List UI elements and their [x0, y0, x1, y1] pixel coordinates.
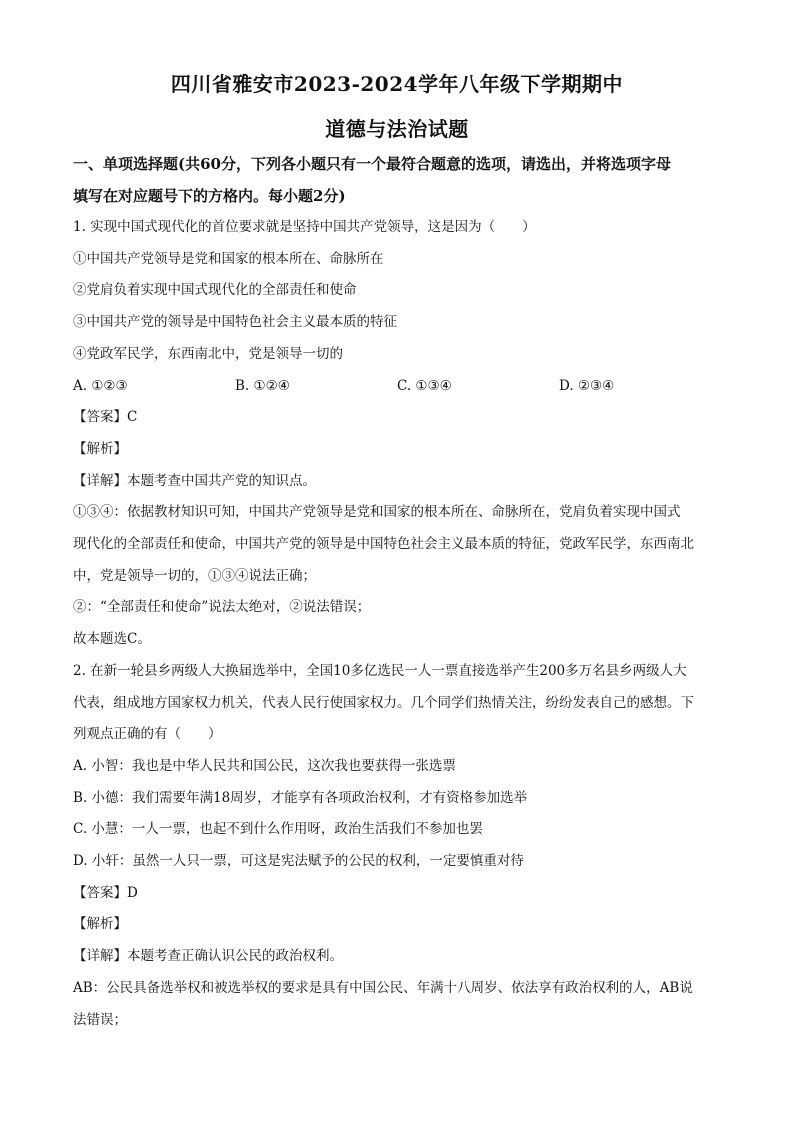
- q2-answer: 【答案】D: [73, 884, 138, 901]
- q2-stem-line-2: 代表，组成地方国家权力机关，代表人民行使国家权力。几个同学们热情关注，纷纷发表自己的感想。下: [73, 694, 694, 711]
- document-body: [73, 148, 723, 1036]
- q2-analysis-label: 【解析】: [73, 916, 127, 933]
- q2-option-b: B. 小德：我们需要年满18周岁，才能享有各项政治权利，才有资格参加选举: [73, 789, 528, 806]
- q1-statement-1: ①中国共产党领导是党和国家的根本所在、命脉所在: [73, 250, 384, 267]
- q1-detail-line-4: ②：“全部责任和使命”说法太绝对，②说法错误；: [73, 599, 371, 616]
- q2-option-d: D. 小轩：虽然一人只一票，可这是宪法赋予的公民的权利，一定要慎重对待: [73, 853, 524, 870]
- q2-option-c: C. 小慧：一人一票，也起不到什么作用呀，政治生活我们不参加也罢: [73, 821, 483, 838]
- q1-detail-line-3: 中，党是领导一切的，①③④说法正确；: [73, 567, 316, 584]
- q2-detail-line-2: 法错误；: [73, 1011, 127, 1028]
- q1-option-a: A. ①②③: [73, 377, 128, 394]
- q1-statement-3: ③中国共产党的领导是中国特色社会主义最本质的特征: [73, 314, 397, 331]
- q2-option-a: A. 小智：我也是中华人民共和国公民，这次我也要获得一张选票: [73, 757, 456, 774]
- q2-detail-intro: 【详解】本题考查正确认识公民的政治权利。: [73, 948, 343, 965]
- q1-option-d: D. ②③④: [559, 377, 615, 394]
- q1-options: [73, 371, 723, 403]
- q1-option-b: B. ①②④: [235, 377, 290, 394]
- section-heading-line-1: 一、单项选择题(共60分，下列各小题只有一个最符合题意的选项，请选出，并将选项字母: [73, 155, 671, 173]
- section-heading-line-2: 填写在对应题号下的方格内。每小题2分): [73, 187, 346, 205]
- q1-detail-line-5: 故本题选C。: [73, 631, 151, 648]
- document-title: 四川省雅安市2023-2024学年八年级下学期期中: [170, 72, 624, 96]
- q1-statement-4: ④党政军民学，东西南北中，党是领导一切的: [73, 345, 343, 362]
- q1-analysis-label: 【解析】: [73, 440, 127, 457]
- q1-stem: 1. 实现中国式现代化的首位要求就是坚持中国共产党领导，这是因为（ ）: [73, 219, 536, 235]
- q1-detail-line-1: ①③④：依据教材知识可知，中国共产党领导是党和国家的根本所在、命脉所在，党肩负着实现中国式: [73, 504, 681, 521]
- q1-option-c: C. ①③④: [397, 377, 452, 394]
- q1-detail-intro: 【详解】本题考查中国共产党的知识点。: [73, 472, 316, 489]
- document-subtitle: 道德与法治试题: [325, 117, 469, 141]
- q2-stem-line-3: 列观点正确的有（ ）: [73, 726, 222, 743]
- q1-statement-2: ②党肩负着实现中国式现代化的全部责任和使命: [73, 282, 357, 299]
- q2-detail-line-1: AB：公民具备选举权和被选举权的要求是具有中国公民、年满十八周岁、依法享有政治权利的人，AB说: [73, 979, 693, 996]
- q1-answer: 【答案】C: [73, 409, 138, 426]
- q1-detail-line-2: 现代化的全部责任和使命，中国共产党的领导是中国特色社会主义最本质的特征，党政军民学，东西南北: [73, 536, 694, 553]
- q2-stem-line-1: 2. 在新一轮县乡两级人大换届选举中，全国10多亿选民一人一票直接选举产生200多万名县乡两级人大: [73, 662, 687, 679]
